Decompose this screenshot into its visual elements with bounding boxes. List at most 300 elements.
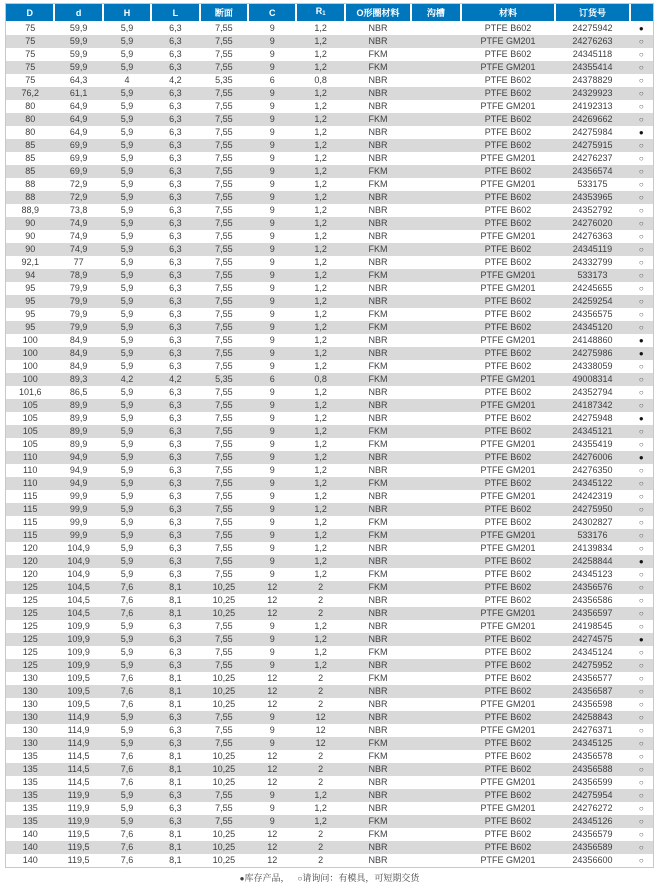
stock-open-icon: ○ xyxy=(297,874,303,883)
stock-indicator: ○ xyxy=(638,401,644,410)
cell-col-order-number: 24275986 xyxy=(572,348,613,358)
cell-col-d: 59,9 xyxy=(69,23,88,33)
header-row xyxy=(6,4,653,22)
cell-col-H: 5,9 xyxy=(120,491,134,501)
cell-col-material: PTFE GM201 xyxy=(480,530,536,540)
cell-col-L: 6,3 xyxy=(169,179,182,189)
cell-col-order-number: 24338059 xyxy=(572,361,613,371)
cell-col-H: 5,9 xyxy=(120,114,134,124)
cell-col-d: 64,9 xyxy=(69,127,88,137)
cell-col-material: PTFE B602 xyxy=(484,452,532,462)
stock-indicator: ○ xyxy=(638,427,644,436)
cell-col-C: 9 xyxy=(269,413,275,423)
cell-col-oring-material: NBR xyxy=(368,712,388,722)
stock-indicator: ○ xyxy=(638,830,644,839)
cell-col-C: 9 xyxy=(269,179,275,189)
cell-col-oring-material: NBR xyxy=(368,855,388,865)
cell-col-H: 5,9 xyxy=(120,647,134,657)
cell-col-L: 8,1 xyxy=(169,673,182,683)
cell-col-H: 7,6 xyxy=(120,829,134,839)
spec-table xyxy=(6,4,653,867)
cell-col-order-number: 24352792 xyxy=(572,205,613,215)
cell-col-order-number: 24356586 xyxy=(572,595,613,605)
cell-col-cross-section: 7,55 xyxy=(215,257,233,267)
cell-col-cross-section: 10,25 xyxy=(212,751,236,761)
cell-col-material: PTFE B602 xyxy=(484,218,532,228)
cell-col-D: 130 xyxy=(22,725,38,735)
table-row xyxy=(6,841,653,854)
cell-col-oring-material: FKM xyxy=(368,309,388,319)
cell-col-groove xyxy=(411,87,460,100)
cell-col-D: 95 xyxy=(25,296,36,306)
cell-col-C: 9 xyxy=(269,816,275,826)
cell-col-R1: 1,2 xyxy=(314,335,327,345)
cell-col-groove xyxy=(411,113,460,126)
cell-col-D: 135 xyxy=(22,751,38,761)
cell-col-C: 12 xyxy=(267,673,278,683)
cell-col-oring-material: NBR xyxy=(368,777,388,787)
cell-col-groove xyxy=(411,789,460,802)
cell-col-order-number: 24345124 xyxy=(572,647,613,657)
cell-col-oring-material: FKM xyxy=(368,439,388,449)
cell-col-D: 100 xyxy=(22,335,38,345)
cell-col-cross-section: 7,55 xyxy=(215,348,233,358)
cell-col-R1: 2 xyxy=(318,764,324,774)
cell-col-oring-material: FKM xyxy=(368,270,388,280)
cell-col-order-number: 24355419 xyxy=(572,439,613,449)
cell-col-cross-section: 7,55 xyxy=(215,322,233,332)
stock-indicator: ○ xyxy=(638,700,644,709)
cell-col-R1: 1,2 xyxy=(314,348,327,358)
cell-col-material: PTFE B602 xyxy=(484,712,532,722)
cell-col-d: 79,9 xyxy=(69,296,88,306)
cell-col-material: PTFE B602 xyxy=(484,686,532,696)
cell-col-order-number: 24258843 xyxy=(572,712,613,722)
stock-indicator: ○ xyxy=(638,388,644,397)
cell-col-C: 12 xyxy=(267,686,278,696)
cell-col-R1: 1,2 xyxy=(314,491,327,501)
cell-col-groove xyxy=(411,529,460,542)
cell-col-oring-material: FKM xyxy=(368,829,388,839)
cell-col-R1: 0,8 xyxy=(314,374,327,384)
cell-col-groove xyxy=(411,503,460,516)
cell-col-material: PTFE GM201 xyxy=(480,491,536,501)
cell-col-oring-material: NBR xyxy=(368,335,388,345)
cell-col-R1: 1,2 xyxy=(314,439,327,449)
cell-col-cross-section: 7,55 xyxy=(215,283,233,293)
cell-col-L: 6,3 xyxy=(169,257,182,267)
cell-col-groove xyxy=(411,750,460,763)
cell-col-D: 110 xyxy=(23,465,38,475)
cell-col-d: 79,9 xyxy=(69,283,88,293)
cell-col-cross-section: 7,55 xyxy=(215,465,233,475)
cell-col-cross-section: 7,55 xyxy=(215,361,233,371)
cell-col-groove xyxy=(411,412,460,425)
cell-col-L: 8,1 xyxy=(169,582,182,592)
cell-col-oring-material: FKM xyxy=(368,751,388,761)
cell-col-material: PTFE B602 xyxy=(484,49,532,59)
cell-col-groove xyxy=(411,555,460,568)
cell-col-cross-section: 7,55 xyxy=(215,400,233,410)
cell-col-L: 6,3 xyxy=(169,231,182,241)
cell-col-D: 110 xyxy=(23,452,38,462)
cell-col-L: 6,3 xyxy=(169,413,182,423)
table-row xyxy=(6,269,653,282)
cell-col-L: 8,1 xyxy=(169,699,182,709)
cell-col-order-number: 24356597 xyxy=(572,608,613,618)
cell-col-groove xyxy=(411,776,460,789)
cell-col-L: 6,3 xyxy=(169,114,182,124)
stock-indicator: ○ xyxy=(638,583,644,592)
cell-col-D: 125 xyxy=(22,595,38,605)
cell-col-C: 9 xyxy=(269,114,275,124)
cell-col-D: 140 xyxy=(22,842,38,852)
cell-col-groove xyxy=(411,74,460,87)
cell-col-D: 135 xyxy=(22,764,38,774)
table-row xyxy=(6,282,653,295)
cell-col-material: PTFE GM201 xyxy=(480,153,536,163)
cell-col-C: 9 xyxy=(269,36,275,46)
cell-col-C: 9 xyxy=(269,218,275,228)
stock-indicator: ○ xyxy=(638,752,644,761)
cell-col-groove xyxy=(411,698,460,711)
table-row xyxy=(6,711,653,724)
cell-col-D: 95 xyxy=(25,309,36,319)
stock-indicator: ○ xyxy=(638,648,644,657)
cell-col-cross-section: 7,55 xyxy=(215,231,233,241)
cell-col-d: 64,3 xyxy=(69,75,88,85)
cell-col-cross-section: 7,55 xyxy=(215,413,233,423)
table-row xyxy=(6,22,653,36)
cell-col-H: 5,9 xyxy=(120,634,134,644)
cell-col-R1: 1,2 xyxy=(314,114,327,124)
column-header-col-cross-section: 断面 xyxy=(200,4,248,22)
cell-col-order-number: 24345122 xyxy=(572,478,613,488)
cell-col-order-number: 24356599 xyxy=(572,777,613,787)
cell-col-R1: 2 xyxy=(318,582,324,592)
cell-col-groove xyxy=(411,243,460,256)
cell-col-material: PTFE GM201 xyxy=(480,439,536,449)
cell-col-order-number: 24356574 xyxy=(572,166,613,176)
cell-col-R1: 1,2 xyxy=(314,452,327,462)
cell-col-d: 59,9 xyxy=(69,62,88,72)
cell-col-groove xyxy=(411,334,460,347)
cell-col-C: 9 xyxy=(269,140,275,150)
cell-col-oring-material: NBR xyxy=(368,101,388,111)
stock-indicator: ○ xyxy=(638,115,644,124)
cell-col-groove xyxy=(411,815,460,828)
column-header-col-groove: 沟槽 xyxy=(411,4,460,22)
cell-col-material: PTFE B602 xyxy=(484,23,532,33)
cell-col-groove xyxy=(411,308,460,321)
cell-col-R1: 1,2 xyxy=(314,296,327,306)
cell-col-material: PTFE B602 xyxy=(484,257,532,267)
stock-indicator: ○ xyxy=(638,518,644,527)
cell-col-groove xyxy=(411,763,460,776)
cell-col-order-number: 533173 xyxy=(577,270,608,280)
cell-col-d: 99,9 xyxy=(69,504,88,514)
cell-col-C: 9 xyxy=(269,335,275,345)
stock-indicator: ● xyxy=(638,557,644,566)
cell-col-H: 5,9 xyxy=(120,218,134,228)
cell-col-oring-material: FKM xyxy=(368,582,388,592)
cell-col-C: 12 xyxy=(267,699,278,709)
cell-col-R1: 2 xyxy=(318,595,324,605)
cell-col-order-number: 24332799 xyxy=(572,257,613,267)
cell-col-C: 9 xyxy=(269,530,275,540)
cell-col-oring-material: FKM xyxy=(368,374,388,384)
cell-col-H: 5,9 xyxy=(120,283,134,293)
table-row xyxy=(6,594,653,607)
cell-col-oring-material: NBR xyxy=(368,621,388,631)
cell-col-groove xyxy=(411,347,460,360)
cell-col-material: PTFE GM201 xyxy=(480,62,536,72)
cell-col-H: 5,9 xyxy=(120,439,134,449)
cell-col-oring-material: NBR xyxy=(368,283,388,293)
column-header-col-D: D xyxy=(6,4,54,22)
cell-col-C: 9 xyxy=(269,426,275,436)
cell-col-C: 9 xyxy=(269,49,275,59)
cell-col-d: 64,9 xyxy=(69,114,88,124)
cell-col-oring-material: FKM xyxy=(368,569,388,579)
spec-table-wrapper xyxy=(5,3,654,868)
stock-indicator: ● xyxy=(638,336,644,345)
cell-col-d: 104,9 xyxy=(67,556,90,566)
cell-col-d: 109,5 xyxy=(67,699,90,709)
cell-col-R1: 12 xyxy=(315,712,326,722)
cell-col-cross-section: 7,55 xyxy=(215,244,233,254)
cell-col-oring-material: FKM xyxy=(368,647,388,657)
cell-col-C: 12 xyxy=(267,751,278,761)
cell-col-order-number: 24192313 xyxy=(572,101,613,111)
cell-col-cross-section: 7,55 xyxy=(215,660,233,670)
cell-col-material: PTFE B602 xyxy=(484,75,532,85)
cell-col-L: 6,3 xyxy=(169,244,182,254)
cell-col-R1: 1,2 xyxy=(314,140,327,150)
cell-col-material: PTFE B602 xyxy=(484,647,532,657)
cell-col-C: 12 xyxy=(267,608,278,618)
cell-col-order-number: 24345125 xyxy=(572,738,613,748)
cell-col-L: 6,3 xyxy=(169,153,182,163)
cell-col-R1: 1,2 xyxy=(314,361,327,371)
cell-col-order-number: 24356575 xyxy=(572,309,613,319)
cell-col-cross-section: 7,55 xyxy=(215,88,233,98)
stock-indicator: ○ xyxy=(638,609,644,618)
cell-col-D: 95 xyxy=(25,283,36,293)
cell-col-H: 5,9 xyxy=(120,335,134,345)
cell-col-cross-section: 7,55 xyxy=(215,127,233,137)
cell-col-C: 9 xyxy=(269,127,275,137)
cell-col-D: 90 xyxy=(25,244,36,254)
cell-col-material: PTFE B602 xyxy=(484,192,532,202)
cell-col-H: 7,6 xyxy=(120,595,134,605)
cell-col-D: 125 xyxy=(22,608,38,618)
cell-col-groove xyxy=(411,217,460,230)
cell-col-groove xyxy=(411,490,460,503)
stock-indicator: ○ xyxy=(638,531,644,540)
cell-col-D: 105 xyxy=(22,413,38,423)
cell-col-L: 6,3 xyxy=(169,517,182,527)
table-row xyxy=(6,412,653,425)
cell-col-d: 74,9 xyxy=(69,244,88,254)
cell-col-R1: 1,2 xyxy=(314,231,327,241)
cell-col-order-number: 24275915 xyxy=(572,140,613,150)
stock-indicator: ○ xyxy=(638,596,644,605)
cell-col-L: 6,3 xyxy=(169,452,182,462)
stock-indicator: ○ xyxy=(638,440,644,449)
table-row xyxy=(6,87,653,100)
table-row xyxy=(6,438,653,451)
cell-col-L: 8,1 xyxy=(169,764,182,774)
cell-col-R1: 1,2 xyxy=(314,517,327,527)
cell-col-order-number: 24378829 xyxy=(572,75,613,85)
cell-col-H: 5,9 xyxy=(120,621,134,631)
cell-col-order-number: 24276263 xyxy=(572,36,613,46)
stock-filled-label: 库存产品， xyxy=(244,873,290,883)
cell-col-material: PTFE B602 xyxy=(484,478,532,488)
cell-col-order-number: 24276272 xyxy=(572,803,613,813)
cell-col-groove xyxy=(411,672,460,685)
cell-col-d: 69,9 xyxy=(69,166,88,176)
cell-col-oring-material: NBR xyxy=(368,231,388,241)
cell-col-D: 105 xyxy=(22,426,38,436)
cell-col-oring-material: FKM xyxy=(368,361,388,371)
cell-col-L: 6,3 xyxy=(169,88,182,98)
cell-col-R1: 1,2 xyxy=(314,62,327,72)
cell-col-C: 9 xyxy=(269,517,275,527)
cell-col-D: 75 xyxy=(25,36,36,46)
cell-col-R1: 1,2 xyxy=(314,647,327,657)
cell-col-material: PTFE GM201 xyxy=(480,621,536,631)
cell-col-cross-section: 7,55 xyxy=(215,738,233,748)
cell-col-oring-material: FKM xyxy=(368,478,388,488)
cell-col-material: PTFE GM201 xyxy=(480,374,536,384)
cell-col-H: 5,9 xyxy=(120,816,134,826)
cell-col-material: PTFE B602 xyxy=(484,114,532,124)
cell-col-order-number: 24345121 xyxy=(572,426,613,436)
cell-col-oring-material: NBR xyxy=(368,452,388,462)
cell-col-material: PTFE B602 xyxy=(484,413,532,423)
cell-col-R1: 1,2 xyxy=(314,36,327,46)
cell-col-C: 9 xyxy=(269,647,275,657)
cell-col-groove xyxy=(411,425,460,438)
cell-col-oring-material: NBR xyxy=(368,842,388,852)
cell-col-cross-section: 7,55 xyxy=(215,153,233,163)
cell-col-R1: 1,2 xyxy=(314,88,327,98)
stock-indicator: ○ xyxy=(638,271,644,280)
cell-col-D: 125 xyxy=(22,582,38,592)
cell-col-d: 74,9 xyxy=(69,231,88,241)
cell-col-material: PTFE B602 xyxy=(484,140,532,150)
cell-col-material: PTFE B602 xyxy=(484,660,532,670)
cell-col-oring-material: FKM xyxy=(368,517,388,527)
cell-col-d: 84,9 xyxy=(69,361,88,371)
cell-col-groove xyxy=(411,178,460,191)
cell-col-groove xyxy=(411,230,460,243)
cell-col-L: 6,3 xyxy=(169,439,182,449)
cell-col-groove xyxy=(411,48,460,61)
cell-col-L: 6,3 xyxy=(169,270,182,280)
table-row xyxy=(6,191,653,204)
cell-col-groove xyxy=(411,828,460,841)
cell-col-D: 75 xyxy=(25,49,36,59)
cell-col-cross-section: 5,35 xyxy=(215,75,233,85)
cell-col-D: 110 xyxy=(23,478,38,488)
cell-col-C: 9 xyxy=(269,621,275,631)
cell-col-oring-material: NBR xyxy=(368,23,388,33)
cell-col-L: 6,3 xyxy=(169,140,182,150)
cell-col-cross-section: 10,25 xyxy=(212,829,236,839)
cell-col-H: 7,6 xyxy=(120,764,134,774)
cell-col-L: 6,3 xyxy=(169,127,182,137)
table-row xyxy=(6,516,653,529)
cell-col-L: 6,3 xyxy=(169,556,182,566)
cell-col-R1: 1,2 xyxy=(314,127,327,137)
cell-col-material: PTFE B602 xyxy=(484,842,532,852)
cell-col-R1: 1,2 xyxy=(314,816,327,826)
table-row xyxy=(6,334,653,347)
stock-indicator: ○ xyxy=(638,362,644,371)
table-row xyxy=(6,373,653,386)
cell-col-C: 9 xyxy=(269,725,275,735)
cell-col-groove xyxy=(411,854,460,867)
cell-col-L: 6,3 xyxy=(169,101,182,111)
cell-col-cross-section: 10,25 xyxy=(212,582,236,592)
cell-col-cross-section: 7,55 xyxy=(215,439,233,449)
cell-col-order-number: 24275954 xyxy=(572,790,613,800)
cell-col-C: 9 xyxy=(269,309,275,319)
cell-col-d: 109,5 xyxy=(67,686,90,696)
table-row xyxy=(6,750,653,763)
cell-col-R1: 1,2 xyxy=(314,179,327,189)
cell-col-groove xyxy=(411,607,460,620)
table-row xyxy=(6,48,653,61)
cell-col-D: 105 xyxy=(22,439,38,449)
column-header-col-d: d xyxy=(54,4,102,22)
cell-col-C: 9 xyxy=(269,803,275,813)
cell-col-order-number: 24356576 xyxy=(572,582,613,592)
table-row xyxy=(6,633,653,646)
cell-col-oring-material: NBR xyxy=(368,725,388,735)
cell-col-H: 5,9 xyxy=(120,413,134,423)
cell-col-groove xyxy=(411,386,460,399)
cell-col-H: 5,9 xyxy=(120,296,134,306)
cell-col-H: 5,9 xyxy=(120,153,134,163)
cell-col-cross-section: 7,55 xyxy=(215,49,233,59)
cell-col-material: PTFE B602 xyxy=(484,348,532,358)
cell-col-cross-section: 7,55 xyxy=(215,309,233,319)
cell-col-cross-section: 7,55 xyxy=(215,790,233,800)
cell-col-d: 104,9 xyxy=(67,543,90,553)
cell-col-H: 5,9 xyxy=(120,49,134,59)
cell-col-H: 5,9 xyxy=(120,309,134,319)
cell-col-H: 7,6 xyxy=(120,686,134,696)
cell-col-L: 6,3 xyxy=(169,192,182,202)
cell-col-groove xyxy=(411,620,460,633)
cell-col-order-number: 24345120 xyxy=(572,322,613,332)
cell-col-C: 9 xyxy=(269,491,275,501)
column-header-col-order-number: 订货号 xyxy=(555,4,629,22)
cell-col-cross-section: 10,25 xyxy=(212,842,236,852)
cell-col-oring-material: NBR xyxy=(368,153,388,163)
cell-col-order-number: 24259254 xyxy=(572,296,613,306)
cell-col-material: PTFE B602 xyxy=(484,829,532,839)
stock-indicator: ○ xyxy=(638,375,644,384)
cell-col-order-number: 24276350 xyxy=(572,465,613,475)
cell-col-H: 5,9 xyxy=(120,803,134,813)
stock-indicator: ○ xyxy=(638,76,644,85)
cell-col-cross-section: 7,55 xyxy=(215,712,233,722)
